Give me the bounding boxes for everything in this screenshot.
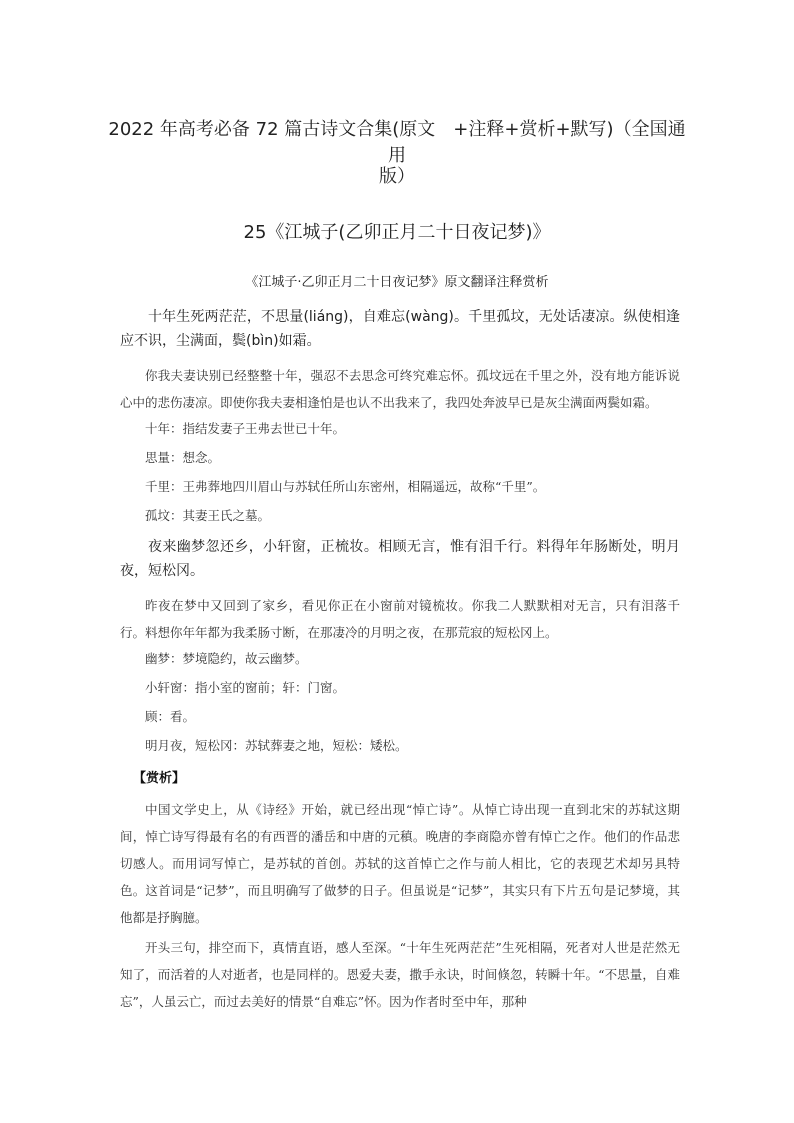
note-item: 幽梦：梦境隐约，故云幽梦。 — [145, 651, 308, 666]
document-body — [120, 305, 680, 1018]
translation-stanza-1: 你我夫妻诀别已经整整十年，强忍不去思念可终究难忘怀。孤坟远在千里之外，没有地方能诉说心中的悲伤凄凉。即使你我夫妻相逢怕是也认不出我来了，我四处奔波早已是灰尘满面两鬓如霜。 — [120, 368, 680, 410]
poem-title: 25《江城子(乙卯正月二十日夜记梦)》 — [243, 222, 551, 243]
note-item: 思量：想念。 — [145, 450, 221, 465]
document-title: 2022 年高考必备 72 篇古诗文合集(原文 +注释+赏析+默写)（全国通用 — [108, 119, 686, 166]
note-item: 顾：看。 — [145, 709, 196, 724]
note-item: 十年：指结发妻子王弗去世已十年。 — [145, 421, 346, 436]
poem-stanza-2: 夜来幽梦忽还乡，小轩窗，正梳妆。相顾无言，惟有泪千行。料得年年肠断处，明月夜，短松冈。 — [120, 539, 680, 579]
document-title-continued: 版） — [379, 166, 415, 187]
poem-stanza-1: 十年生死两茫茫，不思量(liáng)，自难忘(wàng)。千里孤坟，无处话凄凉。纵使相逢应不识，尘满面，鬓(bìn)如霜。 — [120, 309, 680, 349]
note-item: 小轩窗：指小室的窗前；轩：门窗。 — [145, 680, 346, 695]
translation-stanza-2: 昨夜在梦中又回到了家乡，看见你正在小窗前对镜梳妆。你我二人默默相对无言，只有泪落千行。料想你年年都为我柔肠寸断，在那凄冷的月明之夜，在那荒寂的短松冈上。 — [120, 598, 680, 640]
appreciation-paragraph: 开头三句，排空而下，真情直语，感人至深。“十年生死两茫茫”生死相隔，死者对人世是茫然无知了，而活着的人对逝者，也是同样的。恩爱夫妻，撒手永诀，时间倏忽，转瞬十年。“不思量，自难忘”，人虽云亡，而过去美好的情景“自难忘”怀。因为作者时至中年，那种 — [120, 940, 680, 1009]
appreciation-heading: 【赏析】 — [133, 771, 186, 786]
note-item: 孤坟：其妻王氏之墓。 — [145, 508, 271, 523]
section-subtitle: 《江城子·乙卯正月二十日夜记梦》原文翻译注释赏析 — [245, 275, 549, 290]
note-item: 千里：王弗葬地四川眉山与苏轼任所山东密州，相隔遥远，故称“千里”。 — [145, 479, 546, 494]
appreciation-paragraph: 中国文学史上，从《诗经》开始，就已经出现“悼亡诗”。从悼亡诗出现一直到北宋的苏轼这期间，悼亡诗写得最有名的有西晋的潘岳和中唐的元稹。晚唐的李商隐亦曾有悼亡之作。他们的作品悲切感人。而用词写悼亡，是苏轼的首创。苏轼的这首悼亡之作与前人相比，它的表现艺术却另具特色。这首词是“记梦”，而且明确写了做梦的日子。但虽说是“记梦”，其实只有下片五句是记梦境，其他都是抒胸臆。 — [120, 802, 680, 925]
note-item: 明月夜，短松冈：苏轼葬妻之地，短松：矮松。 — [145, 738, 408, 753]
